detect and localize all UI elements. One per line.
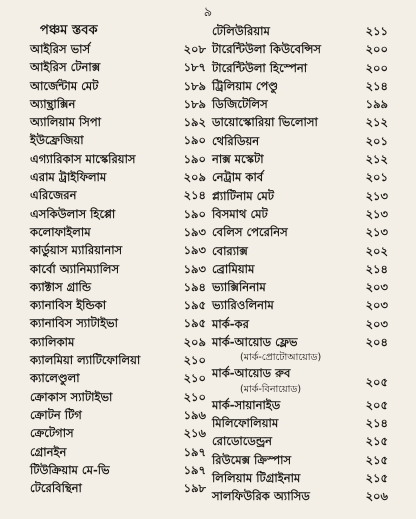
entry-name: আইরিস টেনাক্স — [30, 60, 101, 75]
index-entry — [30, 388, 206, 406]
entry-name: অ্যালিয়াম সিপা — [30, 115, 102, 130]
entry-page-number: ২১০ — [183, 353, 206, 368]
index-entry — [30, 479, 206, 497]
left-column — [30, 22, 206, 497]
entry-page-number: ১৯৭ — [183, 444, 206, 459]
entry-name: বিসমাথ মেট — [212, 206, 268, 221]
entry-name: নেট্রাম কার্ব — [212, 170, 264, 185]
entry-name: কলোফাইলাম — [30, 224, 91, 239]
entry-page-number: ১৯৩ — [183, 224, 206, 239]
entry-page-number: ২০৩ — [365, 280, 388, 295]
entry-page-number: ১৯৩ — [183, 261, 206, 276]
entry-name: বোর‍্যাক্স — [212, 243, 248, 258]
entry-name: নাক্স মস্কেটা — [212, 152, 264, 167]
index-entry — [30, 223, 206, 241]
index-entry — [30, 95, 206, 113]
entry-name: ক্যালেণ্ডুলা — [30, 371, 80, 386]
entry-name: টেলিউরিয়াম — [212, 24, 270, 38]
index-entry — [30, 168, 206, 186]
entry-name: ক্যানাবিস স্যাটাইভা — [30, 316, 118, 331]
entry-name: ইউফ্রেজিয়া — [30, 133, 84, 148]
entry-name: ক্রেটেগাস — [30, 426, 74, 441]
entry-page-number: ১৯৪ — [183, 279, 206, 294]
index-entry — [30, 406, 206, 424]
index-entry — [212, 333, 388, 351]
entry-name: প্ল্যাটিনাম মেট — [212, 188, 274, 203]
entry-page-number: ২০৫ — [365, 375, 388, 390]
entry-name: সালফিউরিক অ্যাসিড — [212, 489, 310, 504]
entry-name: টারেন্টিউলা হিস্পেনা — [212, 60, 308, 75]
entry-name: কার্বো অ্যানিম্যালিস — [30, 261, 120, 276]
entry-page-number: ২০৯ — [183, 334, 206, 349]
entry-name: (মার্ক-প্রোটোআয়োড) — [240, 352, 322, 364]
entry-page-number: ১৯৫ — [183, 316, 206, 331]
entry-page-number: ১৯৮ — [183, 481, 206, 496]
entry-name: এরাম ট্রাইফিলাম — [30, 170, 107, 185]
entry-name: গ্রোনইন — [30, 444, 67, 459]
entry-name: বেলিস পেরেনিস — [212, 225, 288, 240]
entry-name: আর্জেন্টাম মেট — [30, 78, 99, 93]
index-entry — [30, 131, 206, 149]
index-entry — [212, 296, 388, 314]
index-entry — [212, 242, 388, 260]
entry-name: থেরিডিয়ন — [212, 133, 260, 148]
entry-page-number: ১৯০ — [183, 206, 206, 221]
index-entry — [212, 59, 388, 77]
entry-page-number: ১৯৫ — [183, 298, 206, 313]
index-entry — [30, 278, 206, 296]
entry-page-number: ২১৩ — [365, 206, 388, 221]
index-entry — [212, 40, 388, 58]
left-entry-list — [30, 40, 206, 497]
entry-page-number: ১৮৯ — [183, 78, 206, 93]
index-entry — [30, 351, 206, 369]
entry-page-number: ২১৪ — [365, 78, 388, 93]
entry-name: এসকিউলাস হিপ্পো — [30, 206, 116, 221]
entry-page-number: ২০৫ — [365, 397, 388, 412]
right-entry-list — [212, 22, 388, 505]
entry-page-number: ২১৫ — [365, 452, 388, 467]
entry-page-number: ২০০ — [365, 60, 388, 75]
index-entry — [30, 241, 206, 259]
entry-page-number: ২১৫ — [365, 470, 388, 485]
entry-page-number: ১৮৯ — [183, 96, 206, 111]
entry-page-number: ২১২ — [365, 115, 388, 130]
index-subnote — [212, 351, 388, 364]
entry-name: কার্ডুয়াস ম্যারিয়ানাস — [30, 243, 123, 258]
section-heading: পঞ্চম স্তবক — [40, 23, 98, 38]
index-entry — [212, 315, 388, 333]
entry-page-number: ২০০ — [365, 42, 388, 57]
entry-name: এগ্যারিকাস মাস্কেরিয়াস — [30, 151, 136, 166]
index-entry — [212, 396, 388, 414]
entry-page-number: ২০৩ — [365, 316, 388, 331]
index-entry — [30, 260, 206, 278]
entry-name: মিলিফোলিয়াম — [212, 415, 279, 430]
index-entry — [30, 369, 206, 387]
entry-page-number: ২০২ — [365, 243, 388, 258]
index-entry — [30, 186, 206, 204]
entry-name: ভ্যাক্সিনিনাম — [212, 280, 266, 295]
index-entry — [212, 168, 388, 186]
index-entry — [212, 113, 388, 131]
page-number: ৯ — [203, 5, 213, 20]
entry-name: (মার্ক-বিনায়োড) — [240, 383, 302, 395]
index-entry — [212, 205, 388, 223]
index-entry — [30, 58, 206, 76]
entry-page-number: ১৯৯ — [365, 97, 388, 112]
entry-name: ট্রিলিয়াম পেণ্ডু — [212, 78, 279, 93]
entry-page-number: ২০১ — [365, 170, 388, 185]
entry-page-number: ২১০ — [183, 371, 206, 386]
entry-name: ক্রোকাস স্যাটাইভা — [30, 389, 113, 404]
entry-page-number: ২১৪ — [365, 261, 388, 276]
index-entry — [212, 414, 388, 432]
index-entry — [212, 487, 388, 505]
index-entry — [30, 461, 206, 479]
entry-page-number: ২০৪ — [365, 335, 388, 350]
entry-name: এরিজেরন — [30, 188, 77, 203]
index-entry — [30, 424, 206, 442]
entry-name: অ্যান্থ্রাক্সিন — [30, 96, 76, 111]
entry-page-number: ১৯০ — [183, 133, 206, 148]
index-entry — [212, 223, 388, 241]
entry-page-number: ১৯৭ — [183, 462, 206, 477]
entry-name: টেরেবিন্থিনা — [30, 481, 82, 496]
index-entry — [30, 77, 206, 95]
index-subnote — [212, 383, 388, 396]
index-entry — [212, 187, 388, 205]
entry-name: ক্যালিকাম — [30, 334, 75, 349]
index-entry — [212, 77, 388, 95]
entry-name: ডায়োস্কোরিয়া ভিলোসা — [212, 115, 318, 130]
entry-name: ভ্যারিওলিনাম — [212, 298, 274, 313]
index-entry — [30, 40, 206, 58]
index-entry — [30, 296, 206, 314]
entry-name: টারেন্টিউলা কিউবেন্সিস — [212, 42, 321, 57]
index-entry — [30, 314, 206, 332]
entry-page-number: ১৯০ — [183, 151, 206, 166]
entry-page-number: ১৯৬ — [183, 407, 206, 422]
entry-name: মার্ক-আয়োড ফ্লেভ — [212, 335, 298, 350]
entry-page-number: ২১২ — [365, 152, 388, 167]
index-entry — [30, 113, 206, 131]
entry-page-number: ২১৩ — [365, 225, 388, 240]
entry-name: ক্যাক্টাস গ্রান্ডি — [30, 279, 92, 294]
entry-name: টিউক্রিয়াম মে-ভি — [30, 462, 110, 477]
index-entry — [212, 432, 388, 450]
entry-page-number: ১৯৩ — [183, 243, 206, 258]
index-entry — [212, 469, 388, 487]
index-entry — [212, 451, 388, 469]
index-entry — [212, 132, 388, 150]
entry-page-number: ২১১ — [365, 24, 388, 38]
entry-name: ডিজিটেলিস — [212, 97, 268, 112]
entry-name: ক্যালমিয়া ল্যাটিফোলিয়া — [30, 353, 141, 368]
entry-page-number: ১৮৭ — [183, 60, 206, 75]
entry-page-number: ২১৪ — [365, 415, 388, 430]
index-entry — [30, 443, 206, 461]
right-column — [212, 22, 388, 505]
entry-name: মার্ক-কর — [212, 316, 249, 331]
entry-page-number: ২০৯ — [183, 170, 206, 185]
entry-name: মার্ক-সায়ানাইড — [212, 397, 281, 412]
entry-page-number: ২১৬ — [183, 426, 206, 441]
entry-name: রিউমেক্স ক্রিস্পাস — [212, 452, 292, 467]
index-entry — [212, 22, 388, 40]
entry-page-number: ২০৬ — [365, 489, 388, 504]
entry-page-number: ২০১ — [365, 133, 388, 148]
entry-name: লিলিয়াম টিগ্রাইনাম — [212, 470, 301, 485]
entry-name: আইরিস ভার্স — [30, 42, 91, 56]
entry-page-number: ২০৩ — [365, 298, 388, 313]
index-entry — [212, 150, 388, 168]
entry-name: ব্রোমিয়াম — [212, 261, 255, 276]
entry-page-number: ২১৩ — [365, 188, 388, 203]
entry-name: রোডোডেন্ড্রন — [212, 434, 273, 449]
entry-page-number: ২১৪ — [183, 188, 206, 203]
entry-page-number: ১৯২ — [183, 115, 206, 130]
entry-name: ক্যানাবিস ইন্ডিকা — [30, 298, 107, 313]
entry-page-number: ২১০ — [183, 389, 206, 404]
index-entry — [30, 150, 206, 168]
entry-page-number: ২১৫ — [365, 434, 388, 449]
index-entry — [212, 260, 388, 278]
entry-page-number: ২০৮ — [183, 42, 206, 56]
entry-name: ক্রোটন টিগ — [30, 407, 82, 422]
index-entry — [212, 95, 388, 113]
index-entry — [212, 278, 388, 296]
index-entry — [30, 333, 206, 351]
index-entry — [30, 205, 206, 223]
entry-name: মার্ক-আয়োড রুব — [212, 366, 291, 381]
